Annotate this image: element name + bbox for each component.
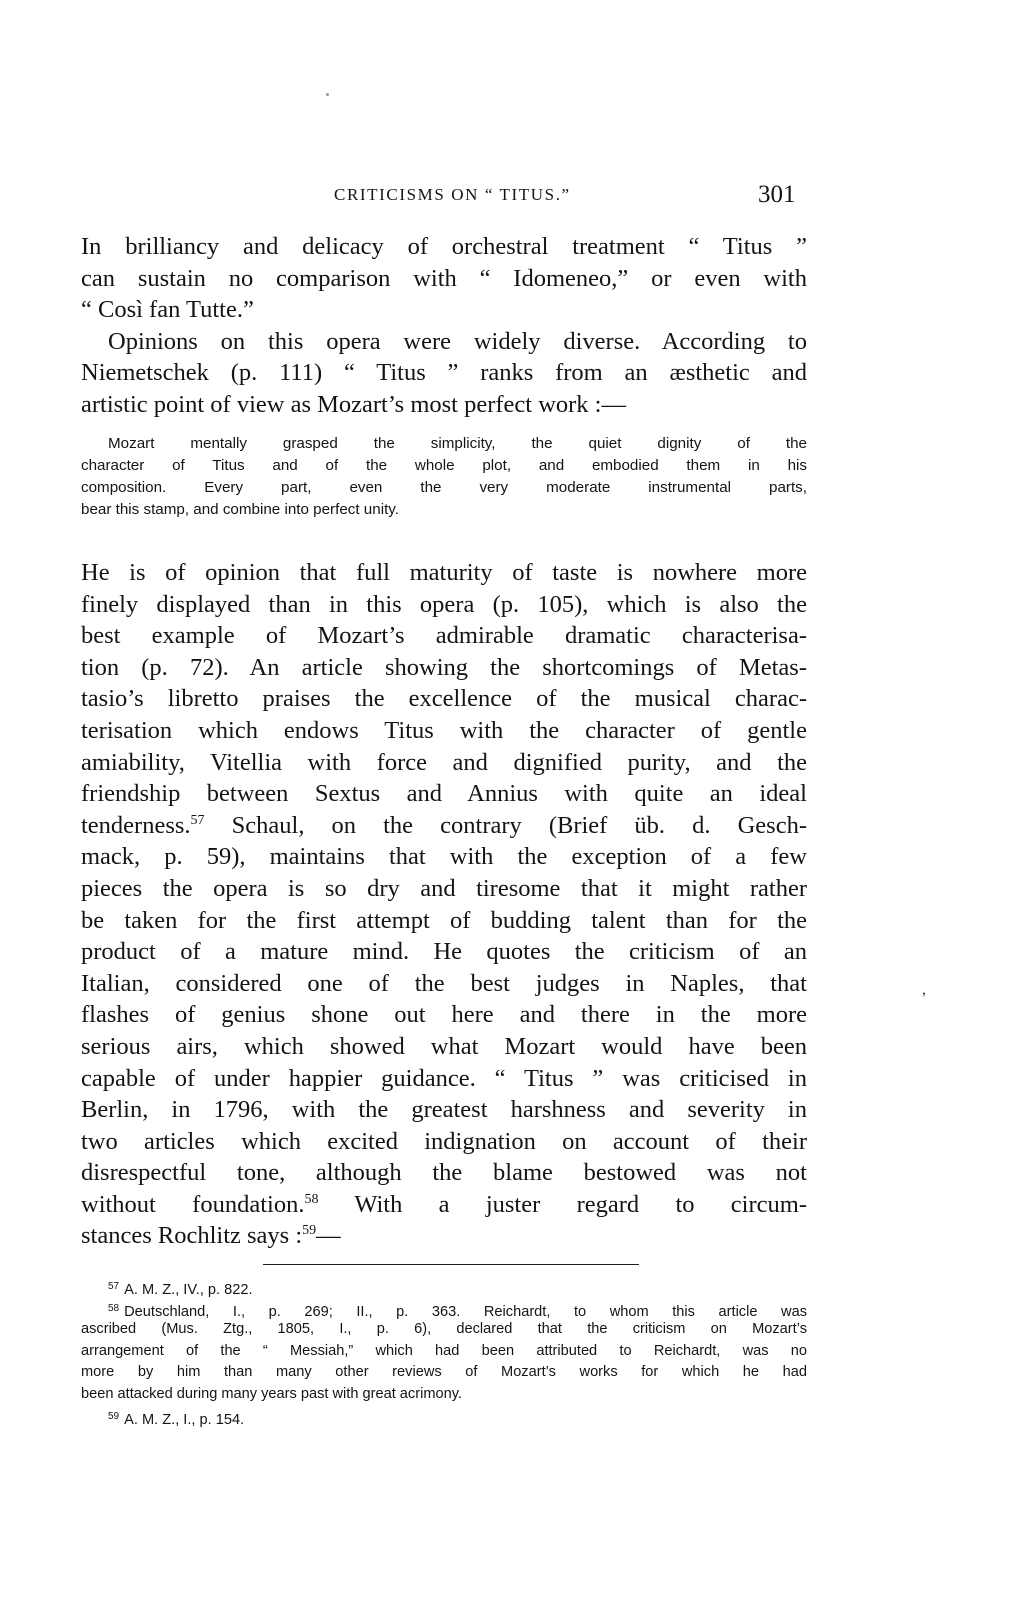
footnote-line: more by him than many other reviews of Mozart’s works for which he had [81, 1364, 807, 1381]
stray-ink-mark: , [922, 981, 926, 998]
block-quote [81, 433, 807, 521]
text-fragment: — [316, 1222, 341, 1250]
quote-line: character of Titus and of the whole plot, and embodied them in his [81, 457, 807, 474]
main-paragraph [81, 557, 807, 1252]
footnote-57 [81, 1276, 807, 1298]
text-line: Berlin, in 1796, with the greatest harshness and severity in [81, 1096, 807, 1124]
footnote-line: arrangement of the “ Messiah,” which had been attributed to Reichardt, was no [81, 1342, 807, 1359]
footnote-ref-57[interactable]: 57 [190, 812, 205, 828]
footnote-marker: 59 [108, 1410, 120, 1422]
paper-speck [326, 93, 329, 96]
text-line: He is of opinion that full maturity of taste is nowhere more [81, 559, 807, 586]
text-line-ref-59 [81, 1220, 807, 1252]
text-line: “ Così fan Tutte.” [81, 296, 254, 324]
text-line: best example of Mozart’s admirable dramatic characterisa- [81, 622, 807, 650]
footnote-ref-59[interactable]: 59 [302, 1223, 317, 1239]
text-fragment: With a juster regard to circum- [318, 1190, 807, 1218]
text-line: terisation which endows Titus with the character of gentle [81, 716, 807, 744]
text-line: friendship between Sextus and Annius with quite an ideal [81, 780, 807, 808]
footnote-text: A. M. Z., IV., p. 822. [124, 1282, 253, 1298]
text-line: be taken for the first attempt of budding talent than for the [81, 906, 807, 934]
text-fragment: without foundation. [81, 1190, 305, 1218]
footnote-marker: 58 [108, 1302, 120, 1314]
footnote-59 [81, 1406, 807, 1428]
footnote-line: ascribed (Mus. Ztg., 1805, I., p. 6), declared that the criticism on Mozart’s [81, 1321, 807, 1338]
text-line: two articles which excited indignation on account of their [81, 1127, 807, 1155]
footnote-marker: 57 [108, 1281, 120, 1292]
text-line: In brilliancy and delicacy of orchestral treatment “ Titus ” [81, 233, 807, 260]
text-line: serious airs, which showed what Mozart would have been [81, 1032, 807, 1060]
text-line: finely displayed than in this opera (p. 105), which is also the [81, 590, 807, 618]
quote-line: bear this stamp, and combine into perfect unity. [81, 501, 399, 518]
quote-line: composition. Every part, even the very moderate instrumental parts, [81, 479, 807, 496]
footnote-text: A. M. Z., I., p. 154. [124, 1411, 245, 1428]
text-fragment: Schaul, on the contrary (Brief üb. d. Gesch- [204, 811, 807, 839]
footnote-text: Deutschland, I., p. 269; II., p. 363. Reichardt, to whom this article was [124, 1303, 807, 1320]
footnote-ref-58[interactable]: 58 [304, 1191, 319, 1207]
text-line: capable of under happier guidance. “ Titus ” was criticised in [81, 1064, 807, 1092]
footnote-divider [263, 1264, 639, 1265]
text-line: disrespectful tone, although the blame bestowed was not [81, 1159, 807, 1187]
text-line: tion (p. 72). An article showing the shortcomings of Metas- [81, 653, 807, 681]
footnotes [81, 1276, 807, 1427]
footnote-line: been attacked during many years past with great acrimony. [81, 1385, 462, 1402]
text-line: Opinions on this opera were widely diverse. According to [108, 327, 807, 355]
text-line: tasio’s libretto praises the excellence of the musical charac- [81, 685, 807, 713]
text-line: pieces the opera is so dry and tiresome that it might rather [81, 874, 807, 902]
footnote-58 [81, 1298, 807, 1320]
text-fragment: stances Rochlitz says : [81, 1222, 303, 1250]
quote-line: Mozart mentally grasped the simplicity, the quiet dignity of the [108, 435, 807, 452]
text-line-ref-58 [81, 1189, 807, 1221]
text-line: artistic point of view as Mozart’s most perfect work :— [81, 390, 626, 418]
text-line: Niemetschek (p. 111) “ Titus ” ranks from an æsthetic and [81, 359, 807, 387]
text-line: can sustain no comparison with “ Idomeneo,” or even with [81, 264, 807, 292]
text-line-ref-57 [81, 810, 807, 842]
running-head [0, 180, 1036, 210]
text-line: product of a mature mind. He quotes the criticism of an [81, 938, 807, 966]
intro-paragraphs [81, 231, 807, 421]
text-line: mack, p. 59), maintains that with the exception of a few [81, 843, 807, 871]
text-line: Italian, considered one of the best judges in Naples, that [81, 969, 807, 997]
text-fragment: tenderness. [81, 811, 191, 839]
text-line: flashes of genius shone out here and there in the more [81, 1001, 807, 1029]
text-line: amiability, Vitellia with force and dignified purity, and the [81, 748, 807, 776]
running-title: CRITICISMS ON “ TITUS.” [334, 185, 571, 204]
page-number: 301 [758, 181, 796, 208]
